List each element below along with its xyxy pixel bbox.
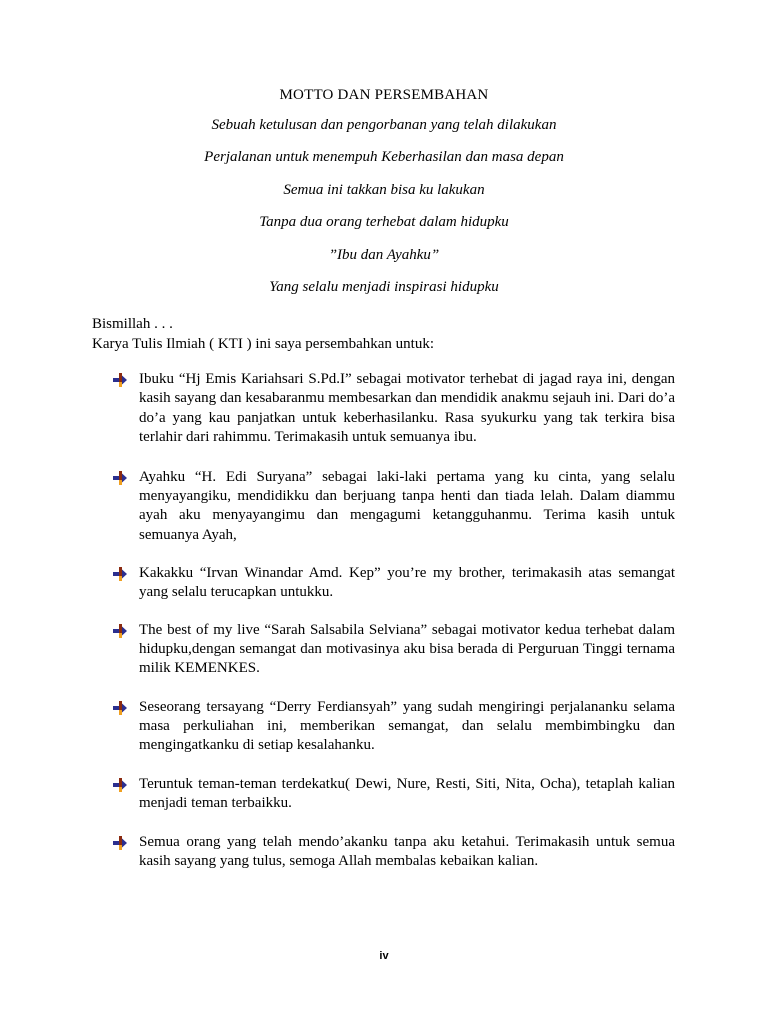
arrow-bullet-icon xyxy=(113,567,128,581)
arrow-bullet-icon xyxy=(113,778,128,792)
arrow-bullet-icon xyxy=(113,624,128,638)
motto-line: Perjalanan untuk menempuh Keberhasilan dan masa depan xyxy=(204,149,564,166)
intro-line: Bismillah . . . xyxy=(92,316,173,332)
dedication-text: Teruntuk teman-teman terdekatku( Dewi, Nure, Resti, Siti, Nita, Ocha), tetaplah kalian menjadi teman terbaikku. xyxy=(139,775,675,811)
dedication-text: Ayahku “H. Edi Suryana” sebagai laki-laki pertama yang ku cinta, yang selalu menyayangiku, mendidikku dan berjuang tanpa henti dan tiada lelah. Dalam diammu ayah aku menyayangimu dan mengagumi ketangguhanmu. Terima kasih untuk semuanya Ayah, xyxy=(139,468,675,543)
dedication-list xyxy=(113,370,675,872)
dedication-text: Seseorang tersayang “Derry Ferdiansyah” yang sudah mengiringi perjalananku selama masa perkuliahan ini, memberikan semangat, dan selalu membimbingku dan mengingatkanku di setiap kesalahanku. xyxy=(139,698,675,754)
intro-block xyxy=(92,315,682,354)
motto-line: Yang selalu menjadi inspirasi hidupku xyxy=(269,278,499,295)
dedication-item xyxy=(113,621,675,679)
dedication-item xyxy=(113,564,675,603)
dedication-item xyxy=(113,468,675,546)
motto-block xyxy=(0,118,768,312)
dedication-item xyxy=(113,370,675,448)
intro-line: Karya Tulis Ilmiah ( KTI ) ini saya persembahkan untuk: xyxy=(92,335,435,352)
motto-line: Semua ini takkan bisa ku lakukan xyxy=(283,181,485,198)
dedication-text: Semua orang yang telah mendo’akanku tanpa aku ketahui. Terimakasih untuk semua kasih sayang yang tulus, semoga Allah membalas kebaikan kalian. xyxy=(139,833,675,869)
dedication-text: The best of my live “Sarah Salsabila Selviana” sebagai motivator kedua terhebat dalam hidupku,dengan semangat dan motivasinya aku bisa berada di Perguruan Tinggi ternama milik KEMENKES. xyxy=(139,621,675,677)
dedication-item xyxy=(113,698,675,756)
dedication-text: Ibuku “Hj Emis Kariahsari S.Pd.I” sebagai motivator terhebat di jagad raya ini, dengan kasih sayang dan kesabaranmu membesarkan dan mendidik anakmu sejauh ini. Dari do’a do’a yang kau panjatkan untuk keberhasilanku. Rasa syukurku yang tak terkira bisa terlahir dari rahimmu. Terimakasih untuk semuanya ibu. xyxy=(139,371,675,446)
arrow-bullet-icon xyxy=(113,373,128,387)
motto-line: Sebuah ketulusan dan pengorbanan yang telah dilakukan xyxy=(211,117,557,133)
arrow-bullet-icon xyxy=(113,471,128,485)
motto-line: Tanpa dua orang terhebat dalam hidupku xyxy=(259,214,509,231)
dedication-item xyxy=(113,833,675,872)
dedication-item xyxy=(113,775,675,814)
motto-line: ”Ibu dan Ayahku” xyxy=(328,246,440,263)
page-title: MOTTO DAN PERSEMBAHAN xyxy=(279,87,489,103)
arrow-bullet-icon xyxy=(113,836,128,850)
arrow-bullet-icon xyxy=(113,701,128,715)
page-number: iv xyxy=(379,950,389,962)
dedication-text: Kakakku “Irvan Winandar Amd. Kep” you’re my brother, terimakasih atas semangat yang selalu terucapkan untukku. xyxy=(139,564,675,600)
